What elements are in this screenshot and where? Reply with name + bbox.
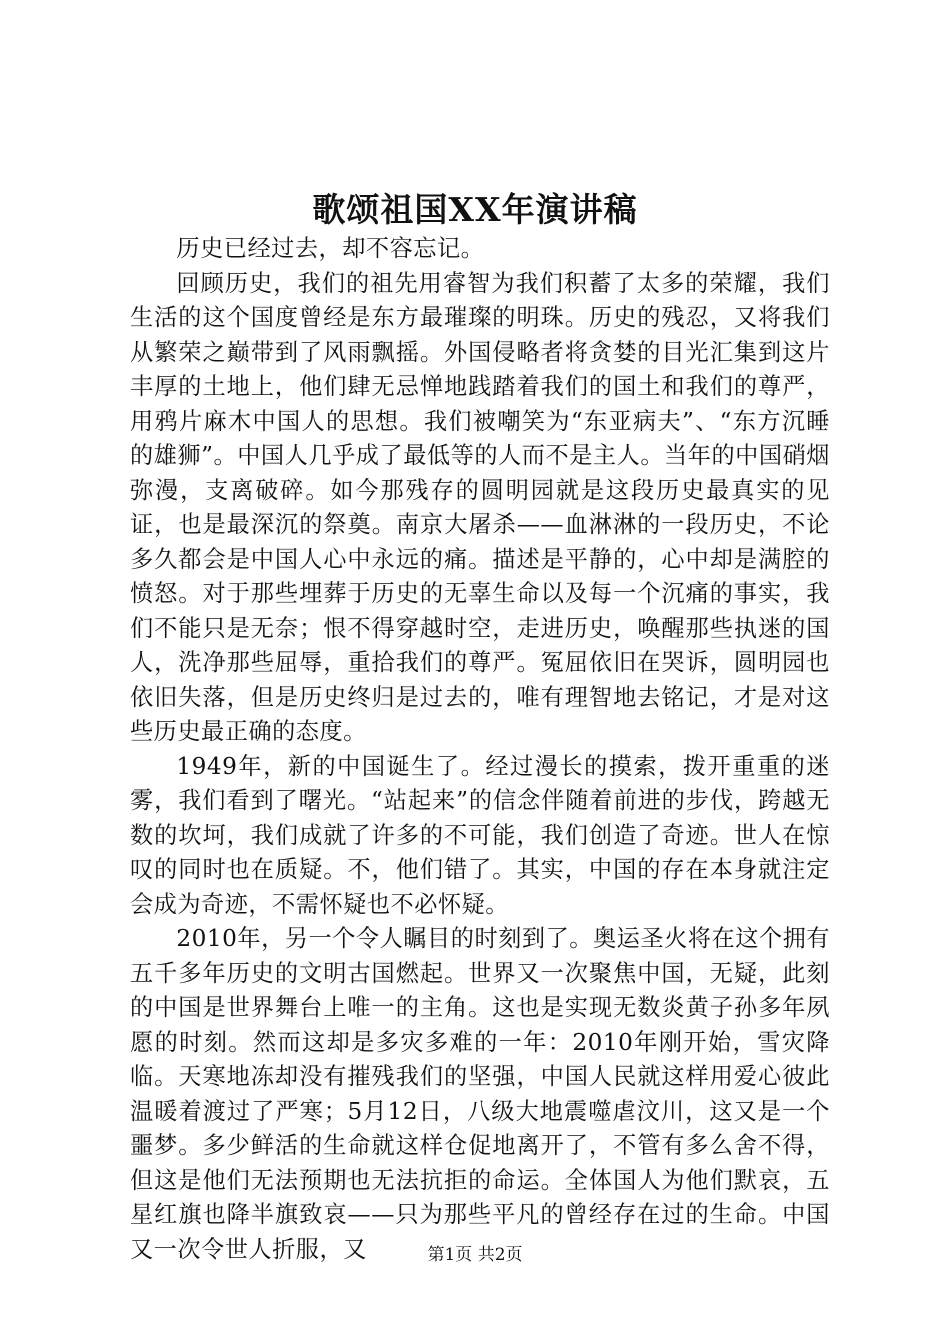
paragraph-intro: 历史已经过去，却不容忘记。 <box>176 235 485 262</box>
document-body <box>130 232 830 1267</box>
page-footer: 第1页 共2页 <box>427 1245 523 1265</box>
paragraph-history: 回顾历史，我们的祖先用睿智为我们积蓄了太多的荣耀，我们生活的这个国度曾经是东方最璀璨的明珠。历史的残忍，又将我们从繁荣之巅带到了风雨飘摇。外国侵略者将贪婪的目光汇集到这片丰厚的土地上，他们肆无忌惮地践踏着我们的国土和我们的尊严，用鸦片麻木中国人的思想。我们被嘲笑为“东亚病夫”、“东方沉睡的雄狮”。中国人几乎成了最低等的人而不是主人。当年的中国硝烟弥漫，支离破碎。如今那残存的圆明园就是这段历史最真实的见证，也是最深沉的祭奠。南京大屠杀——血淋淋的一段历史，不论多久都会是中国人心中永远的痛。描述是平静的，心中却是满腔的愤怒。对于那些埋葬于历史的无辜生命以及每一个沉痛的事实，我们不能只是无奈；恨不得穿越时空，走进历史，唤醒那些执迷的国人，洗净那些屈辱，重拾我们的尊严。冤屈依旧在哭诉，圆明园也依旧失落，但是历史终归是过去的，唯有理智地去铭记，才是对这些历史最正确的态度。 <box>130 269 830 745</box>
document-title: 歌颂祖国XX年演讲稿 <box>312 190 638 229</box>
paragraph-1949: 1949年，新的中国诞生了。经过漫长的摸索，拨开重重的迷雾，我们看到了曙光。“站起来”的信念伴随着前进的步伐，跨越无数的坎坷，我们成就了许多的不可能，我们创造了奇迹。世人在惊叹的同时也在质疑。不，他们错了。其实，中国的存在本身就注定会成为奇迹，不需怀疑也不必怀疑。 <box>130 752 830 918</box>
paragraph-2010: 2010年，另一个令人瞩目的时刻到了。奥运圣火将在这个拥有五千多年历史的文明古国燃起。世界又一次聚焦中国，无疑，此刻的中国是世界舞台上唯一的主角。这也是实现无数炎黄子孙多年夙愿的时刻。然而这却是多灾多难的一年：2010年刚开始，雪灾降临。天寒地冻却没有摧残我们的坚强，中国人民就这样用爱心彼此温暖着渡过了严寒；5月12日，八级大地震噬虐汶川，这又是一个噩梦。多少鲜活的生命就这样仓促地离开了，不管有多么舍不得，但这是他们无法预期也无法抗拒的命运。全体国人为他们默哀，五星红旗也降半旗致哀——只为那些平凡的曾经存在过的生命。中国又一次令世人折服，又 <box>130 925 830 1263</box>
